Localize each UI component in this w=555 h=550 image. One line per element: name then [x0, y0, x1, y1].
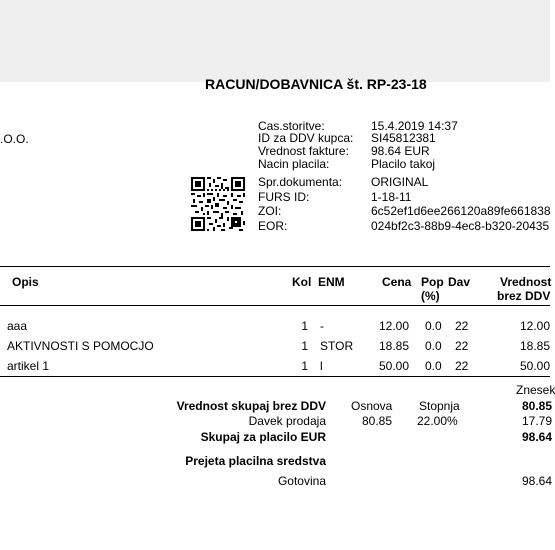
stopnja-label: Stopnja — [419, 399, 460, 413]
header-brez-ddv: brez DDV — [497, 289, 551, 303]
table-header-rule — [0, 305, 550, 306]
header-pop: Pop — [421, 275, 444, 289]
header-cena: Cena — [382, 275, 412, 289]
cell-pop: 0.0 — [425, 359, 442, 373]
header-vrednost: Vrednost — [500, 275, 552, 289]
meta-value-cas-storitve: 15.4.2019 14:37 — [371, 119, 458, 133]
meta-label-vrednost-fakture: Vrednost fakture: — [258, 144, 349, 158]
cell-opis: AKTIVNOSTI S POMOCJO — [7, 339, 154, 353]
header-pop-pct: (%) — [421, 289, 440, 303]
meta-label-cas-storitve: Cas.storitve: — [258, 119, 325, 133]
meta-value-id-ddv: SI45812381 — [371, 131, 436, 145]
meta-label-eor: EOR: — [258, 219, 288, 233]
vrednost-skupaj-label: Vrednost skupaj brez DDV — [176, 399, 326, 413]
cell-vrednost: 18.85 — [520, 339, 551, 353]
cell-enm: STOR — [320, 339, 354, 353]
meta-label-id-ddv: ID za DDV kupca: — [258, 131, 354, 145]
meta-value-eor: 024bf2c3-88b9-4ec8-b320-20435 — [371, 219, 550, 233]
skupaj-label: Skupaj za placilo EUR — [200, 430, 326, 444]
cell-enm: - — [320, 319, 324, 333]
cell-dav: 22 — [455, 339, 469, 353]
cell-opis: aaa — [7, 319, 28, 333]
cell-pop: 0.0 — [425, 319, 442, 333]
davek-stopnja: 22.00% — [417, 414, 458, 428]
cell-cena: 50.00 — [378, 359, 409, 373]
document-title: RACUN/DOBAVNICA št. RP-23-18 — [205, 76, 427, 92]
davek-amount: 17.79 — [522, 414, 553, 428]
cell-dav: 22 — [455, 319, 469, 333]
cell-kol: 1 — [301, 319, 308, 333]
meta-label-nacin-placila: Nacin placila: — [258, 157, 330, 171]
table-top-rule — [0, 266, 550, 267]
meta-value-furs-id: 1-18-11 — [371, 190, 412, 204]
cell-vrednost: 12.00 — [520, 319, 551, 333]
vrednost-skupaj-amount: 80.85 — [522, 399, 553, 413]
cell-kol: 1 — [301, 339, 308, 353]
davek-label: Davek prodaja — [248, 414, 326, 428]
cell-enm: l — [320, 359, 323, 373]
cell-cena: 18.85 — [378, 339, 409, 353]
meta-label-zoi: ZOI: — [258, 204, 282, 218]
cell-pop: 0.0 — [425, 339, 442, 353]
meta-value-zoi: 6c52ef1d6ee266120a89fe661838 — [371, 204, 551, 218]
osnova-label: Osnova — [351, 399, 393, 413]
meta-label-furs-id: FURS ID: — [258, 190, 310, 204]
cell-vrednost: 50.00 — [520, 359, 551, 373]
znesek-label: Znesek — [516, 383, 555, 397]
cell-cena: 12.00 — [378, 319, 409, 333]
page-top-band — [0, 0, 550, 82]
prejeta-sredstva-label: Prejeta placilna sredstva — [185, 454, 326, 468]
skupaj-amount: 98.64 — [522, 430, 553, 444]
header-kol: Kol — [292, 275, 312, 289]
meta-value-vrednost-fakture: 98.64 EUR — [371, 144, 430, 158]
company-name-fragment: .O.O. — [0, 132, 29, 146]
meta-value-spr-dokumenta: ORIGINAL — [371, 175, 429, 189]
davek-osnova: 80.85 — [362, 414, 393, 428]
cell-dav: 22 — [455, 359, 469, 373]
cell-opis: artikel 1 — [7, 359, 50, 373]
header-opis: Opis — [12, 275, 39, 289]
table-bottom-rule — [0, 376, 550, 377]
gotovina-amount: 98.64 — [522, 474, 553, 488]
gotovina-label: Gotovina — [277, 474, 326, 488]
cell-kol: 1 — [301, 359, 308, 373]
qr-code-icon — [191, 177, 245, 231]
header-enm: ENM — [318, 275, 345, 289]
meta-value-nacin-placila: Placilo takoj — [371, 157, 436, 171]
header-dav: Dav — [448, 275, 471, 289]
meta-label-spr-dokumenta: Spr.dokumenta: — [258, 175, 343, 189]
